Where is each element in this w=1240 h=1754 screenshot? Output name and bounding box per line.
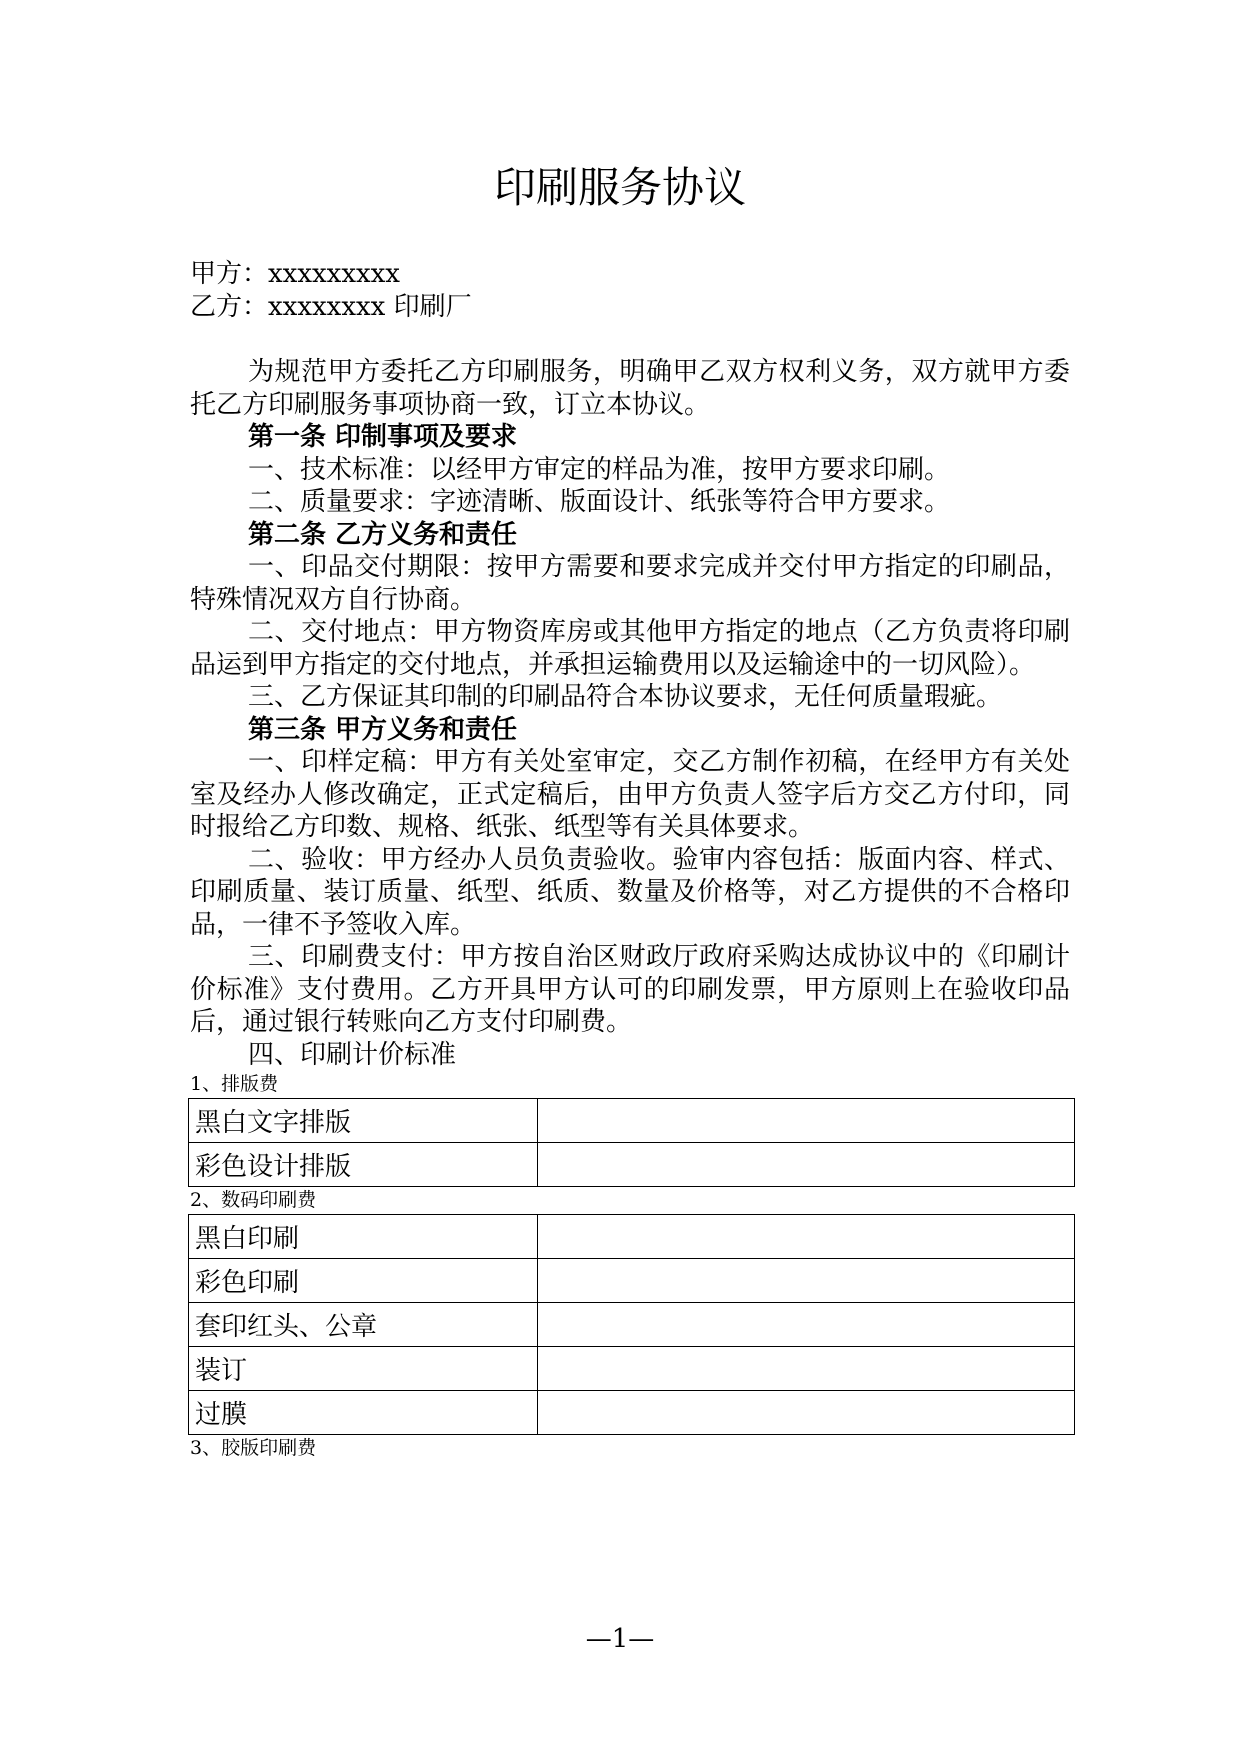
article-2-heading: 第二条 乙方义务和责任 <box>248 519 518 550</box>
table-row <box>189 1215 1075 1259</box>
table-cell-price <box>538 1143 1075 1187</box>
party-a: 甲方：xxxxxxxxx <box>190 259 400 289</box>
article-1-para-1: 一、技术标准：以经甲方审定的样品为准，按甲方要求印刷。 <box>248 454 951 485</box>
table-cell-item: 彩色设计排版 <box>189 1143 538 1187</box>
typesetting-table <box>188 1098 1075 1187</box>
document-title: 印刷服务协议 <box>493 163 746 212</box>
table-row <box>189 1259 1075 1303</box>
table-cell-price <box>538 1303 1075 1347</box>
table-row <box>189 1391 1075 1435</box>
table-cell-price <box>538 1391 1075 1435</box>
table-cell-item: 黑白印刷 <box>189 1215 538 1259</box>
article-1-heading: 第一条 印制事项及要求 <box>248 422 518 452</box>
table-cell-item: 黑白文字排版 <box>189 1099 538 1143</box>
intro-paragraph: 为规范甲方委托乙方印刷服务，明确甲乙双方权利义务，双方就甲方委托乙方印刷服务事项协商一致，订立本协议。 <box>190 357 1070 420</box>
page-number: —1— <box>585 1624 655 1654</box>
article-2-para-3: 三、乙方保证其印制的印刷品符合本协议要求，无任何质量瑕疵。 <box>248 682 1003 712</box>
offset-label: 3、胶版印刷费 <box>190 1437 317 1459</box>
digital-label: 2、数码印刷费 <box>190 1189 317 1211</box>
table-row <box>189 1303 1075 1347</box>
party-b: 乙方：xxxxxxxx 印刷厂 <box>190 291 472 322</box>
table-cell-item: 装订 <box>189 1347 538 1391</box>
article-1-para-2: 二、质量要求：字迹清晰、版面设计、纸张等符合甲方要求。 <box>248 487 951 517</box>
article-3-para-4: 四、印刷计价标准 <box>248 1039 457 1070</box>
article-3-para-3: 三、印刷费支付：甲方按自治区财政厅政府采购达成协议中的《印刷计价标准》支付费用。乙方开具甲方认可的印刷发票，甲方原则上在验收印品后，通过银行转账向乙方支付印刷费。 <box>190 942 1070 1037</box>
table-cell-price <box>538 1347 1075 1391</box>
table-cell-price <box>538 1099 1075 1143</box>
table-row <box>189 1099 1075 1143</box>
article-3-heading: 第三条 甲方义务和责任 <box>248 714 518 745</box>
table-cell-item: 过膜 <box>189 1391 538 1435</box>
table-cell-price <box>538 1215 1075 1259</box>
table-cell-price <box>538 1259 1075 1303</box>
digital-table <box>188 1214 1075 1435</box>
table-row <box>189 1143 1075 1187</box>
article-2-para-2: 二、交付地点：甲方物资库房或其他甲方指定的地点（乙方负责将印刷品运到甲方指定的交付地点，并承担运输费用以及运输途中的一切风险）。 <box>190 617 1070 680</box>
article-3-para-2: 二、验收：甲方经办人员负责验收。验审内容包括：版面内容、样式、印刷质量、装订质量、纸型、纸质、数量及价格等，对乙方提供的不合格印品，一律不予签收入库。 <box>190 844 1070 940</box>
table-row <box>189 1347 1075 1391</box>
article-3-para-1: 一、印样定稿：甲方有关处室审定，交乙方制作初稿，在经甲方有关处室及经办人修改确定，正式定稿后，由甲方负责人签字后方交乙方付印，同时报给乙方印数、规格、纸张、纸型等有关具体要求。 <box>190 747 1070 842</box>
typesetting-label: 1、排版费 <box>190 1073 279 1095</box>
article-2-para-1: 一、印品交付期限：按甲方需要和要求完成并交付甲方指定的印刷品，特殊情况双方自行协商。 <box>190 552 1070 615</box>
table-cell-item: 彩色印刷 <box>189 1259 538 1303</box>
spacer <box>190 323 1070 356</box>
table-cell-item: 套印红头、公章 <box>189 1303 538 1347</box>
document-body <box>190 258 1070 1462</box>
